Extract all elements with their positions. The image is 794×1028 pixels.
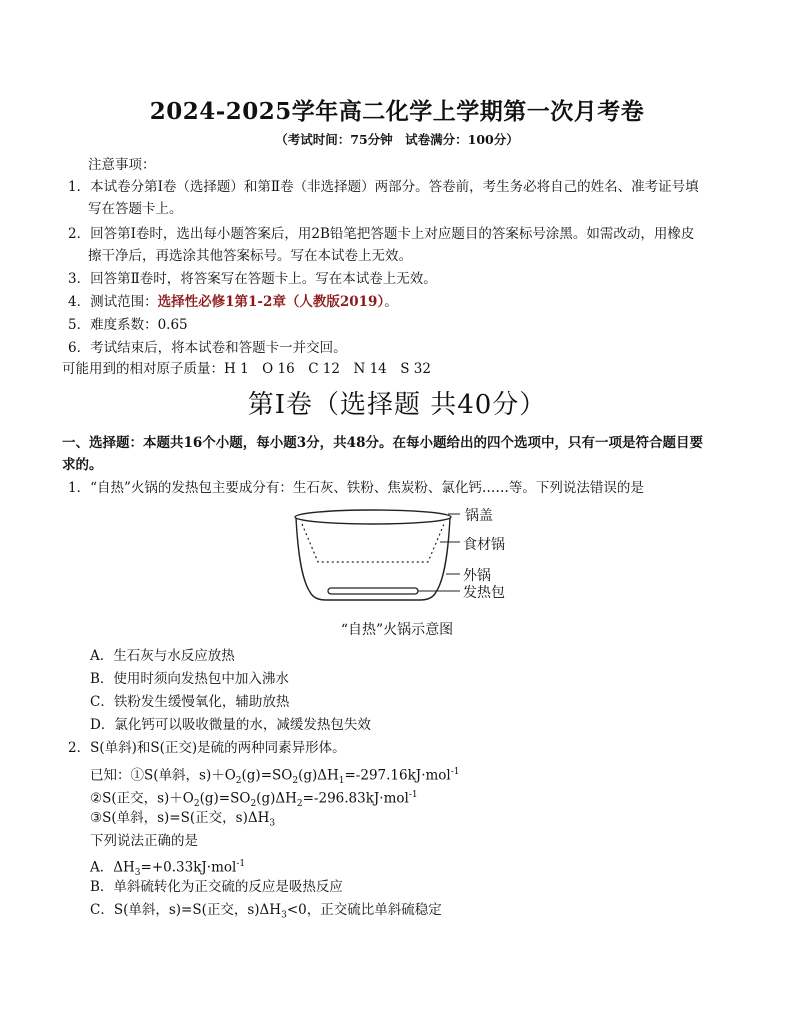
q2-ask: 下列说法正确的是 <box>90 833 198 849</box>
label-inner-pot: 食材锅 <box>463 537 505 553</box>
question-2-stem: 2．S(单斜)和S(正交)是硫的两种同素异形体。 <box>68 740 346 756</box>
section-1-instructions-line-2: 求的。 <box>62 457 103 473</box>
q2-equation-2: ②S(正交，$s)+O_2(g)=SO_2(g)\Delta H_2=-296.83kJ\cdot mol^{-1}$ <box>90 790 418 810</box>
label-heat-pack: 发热包 <box>463 585 505 601</box>
atomic-masses: 可能用到的相对原子质量：H 1 O 16 C 12 N 14 S 32 <box>62 361 431 377</box>
notice-item-6: 6．考试结束后，将本试卷和答题卡一并交回。 <box>68 340 347 356</box>
q2-option-c: C．S(单斜，s)=S(正交，$s)\Delta H_3<0$，正交硫比单斜硫稳定 <box>90 902 442 921</box>
label-outer-pot: 外锅 <box>463 568 491 584</box>
notice-item-2-line-2: 擦干净后，再选涂其他答案标号。写在本试卷上无效。 <box>88 248 412 264</box>
exam-title: 2024-2025学年高二化学上学期第一次月考卷 <box>149 98 645 125</box>
notice-item-1-line-2: 写在答题卡上。 <box>88 201 183 217</box>
q2-option-b: B．单斜硫转化为正交硫的反应是吸热反应 <box>90 879 343 895</box>
notice-item-2-line-1: 2．回答第Ⅰ卷时，选出每小题答案后，用2B铅笔把答题卡上对应题目的答案标号涂黑。如需改动，用橡皮 <box>68 226 695 242</box>
question-1-stem: 1．“自热”火锅的发热包主要成分有：生石灰、铁粉、焦炭粉、氯化钙……等。下列说法错误的是 <box>68 480 644 496</box>
section-1-title: 第Ⅰ卷（选择题 共40分） <box>247 390 547 420</box>
notice-item-4-suffix: 。 <box>384 294 398 310</box>
section-1-instructions-line-1: 一、选择题：本题共16个小题，每小题3分，共48分。在每小题给出的四个选项中，只有一项是符合题目要 <box>62 435 703 451</box>
notice-item-1-line-1: 1．本试卷分第Ⅰ卷（选择题）和第Ⅱ卷（非选择题）两部分。答卷前，考生务必将自己的姓名、准考证号填 <box>68 179 699 195</box>
label-lid: 锅盖 <box>465 508 493 524</box>
notice-item-4 <box>68 292 398 312</box>
notice-heading: 注意事项： <box>88 157 156 173</box>
notice-item-3: 3．回答第Ⅱ卷时，将答案写在答题卡上。写在本试卷上无效。 <box>68 271 437 287</box>
test-scope: 选择性必修1第1-2章（人教版2019） <box>157 294 385 310</box>
notice-item-4-prefix: 4．测试范围： <box>68 294 158 310</box>
q1-option-d: D．氯化钙可以吸收微量的水，减缓发热包失效 <box>90 717 371 733</box>
q1-option-a: A．生石灰与水反应放热 <box>90 648 235 664</box>
figure-caption: “自热”火锅示意图 <box>340 622 454 638</box>
notice-item-5: 5．难度系数：0.65 <box>68 317 188 333</box>
q2-option-a: A．$\Delta H_3=+0.33kJ\cdot mol^{-1}$ <box>90 859 246 879</box>
q2-equation-3: ③S(单斜，s)=S(正交，$s)\Delta H_3$ <box>90 810 276 829</box>
q1-option-b: B．使用时须向发热包中加入沸水 <box>90 671 289 687</box>
q1-option-c: C．铁粉发生缓慢氧化，辅助放热 <box>90 694 290 710</box>
exam-subtitle: （考试时间：75分钟 试卷满分：100分） <box>275 132 519 147</box>
q2-equation-1: 已知：①S(单斜，$s)+O_2(g)=SO_2(g)\Delta H_1=-297.16kJ\cdot mol^{-1}$ <box>90 767 460 787</box>
